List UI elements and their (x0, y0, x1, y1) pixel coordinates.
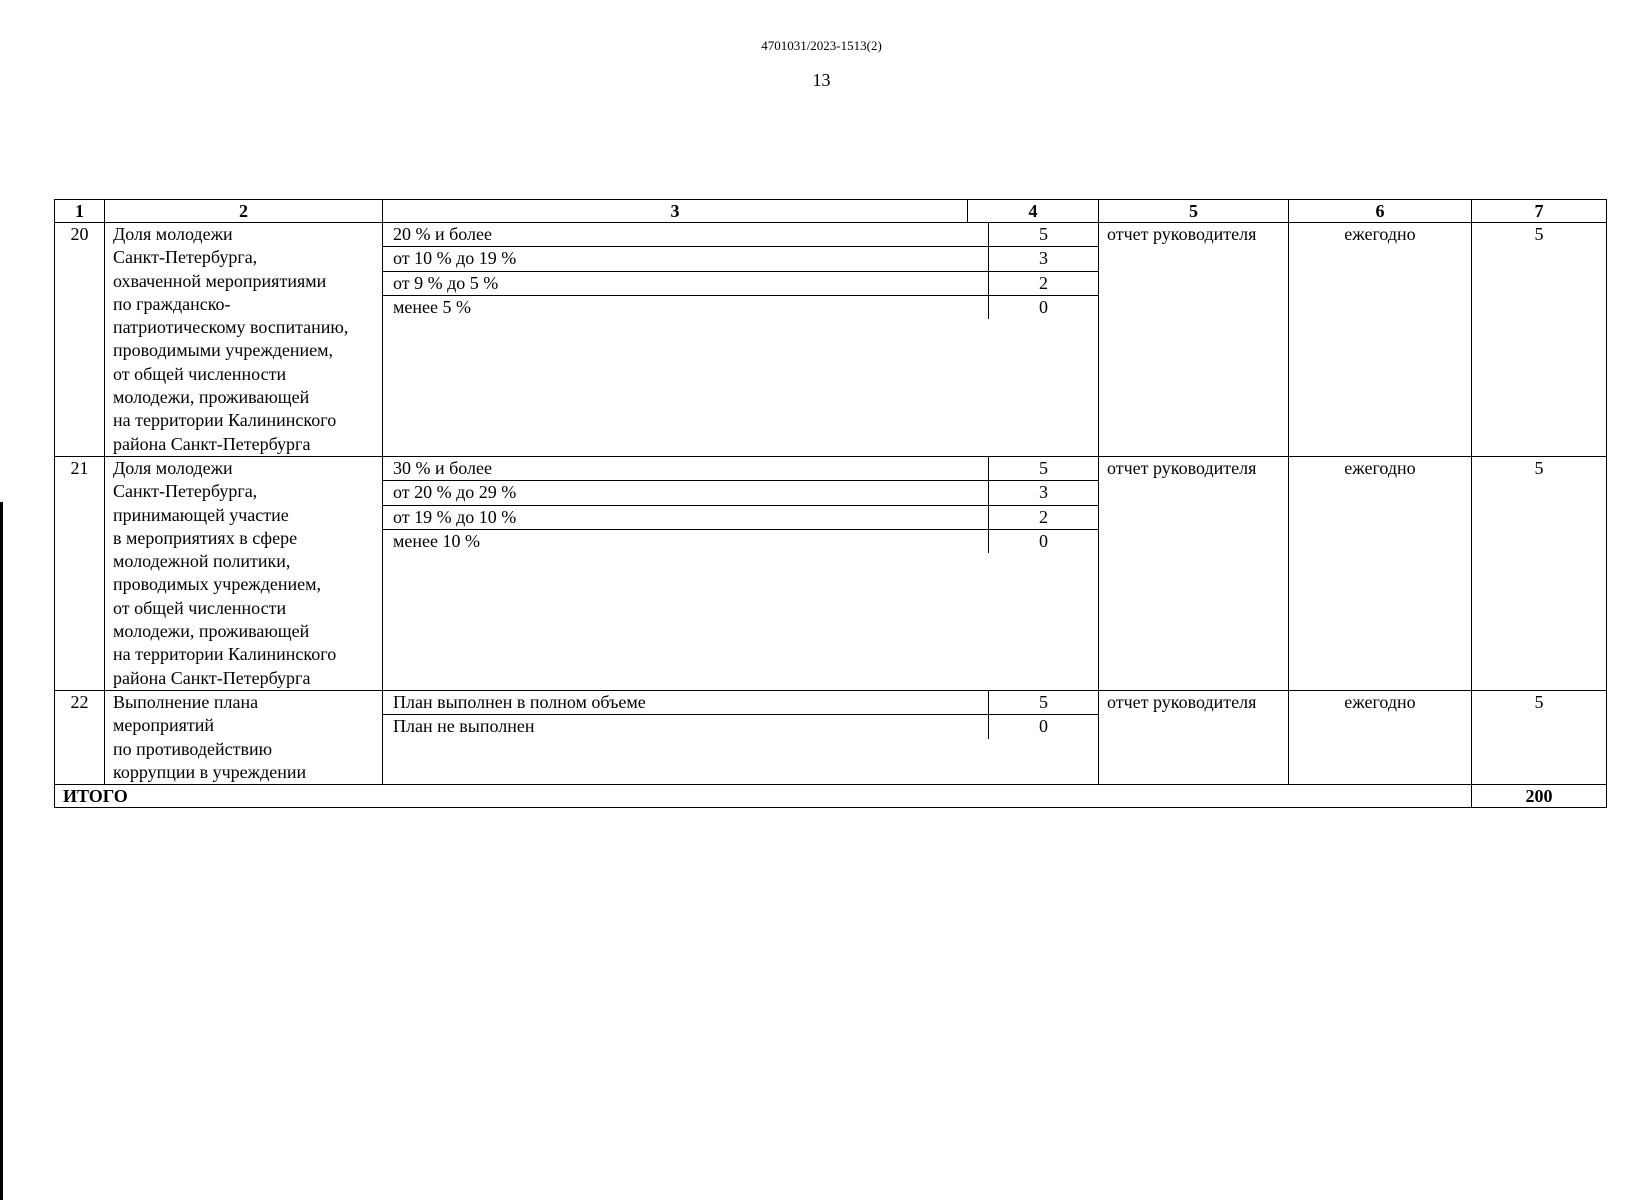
criterion-points: 5 (989, 691, 1099, 715)
indicator-line: в мероприятиях в сфере (113, 527, 298, 548)
criterion-label: менее 10 % (393, 530, 480, 551)
scan-edge-artifact (0, 502, 3, 1200)
indicator-line: молодежи, проживающей (113, 387, 310, 408)
document-id: 4701031/2023-1513(2) (761, 38, 882, 53)
criterion-label: от 9 % до 5 % (383, 271, 989, 295)
header-row (55, 200, 1607, 223)
source-cell: отчет руководителя (1099, 457, 1289, 691)
header-cell: 6 (1289, 200, 1472, 223)
source-cell: отчет руководителя (1099, 223, 1289, 457)
criteria-cell (383, 457, 1099, 691)
indicator-line: Доля молодежи (113, 458, 233, 478)
criterion-row (383, 295, 1098, 319)
indicator-line: на территории Калининского (113, 644, 337, 665)
max-score-cell: 5 (1472, 457, 1607, 691)
indicator-line: от общей численности (113, 597, 287, 618)
indicator-line: района Санкт-Петербурга (113, 433, 311, 454)
indicator-line: коррупции в учреждении (113, 761, 307, 782)
indicator-line: по противодействию (113, 738, 273, 759)
frequency-cell: ежегодно (1289, 223, 1472, 457)
criterion-points: 5 (989, 223, 1099, 247)
criterion-label: План не выполнен (393, 716, 535, 737)
indicator-line: Выполнение плана (113, 692, 259, 712)
header-cell: 4 (968, 200, 1099, 223)
row-number: 20 (55, 223, 105, 457)
criterion-row (383, 691, 1098, 715)
criterion-points: 3 (989, 481, 1099, 505)
criterion-points: 0 (989, 529, 1099, 553)
criterion-points: 2 (989, 505, 1099, 529)
max-score-cell: 5 (1472, 691, 1607, 785)
criterion-label: 30 % и более (383, 457, 989, 481)
criterion-label: План выполнен в полном объеме (383, 691, 989, 715)
criteria-subtable (383, 223, 1098, 319)
header-cell: 1 (55, 200, 105, 223)
criteria-subtable (383, 691, 1098, 739)
row-number: 21 (55, 457, 105, 691)
criterion-label: 20 % и более (383, 223, 989, 247)
header-cell: 2 (105, 200, 383, 223)
criterion-points: 3 (989, 247, 1099, 271)
indicator-line: Санкт-Петербурга, (113, 247, 258, 268)
criterion-row (383, 271, 1098, 295)
max-score-cell: 5 (1472, 223, 1607, 457)
indicator-line: патриотическому воспитанию, (113, 317, 349, 338)
criterion-row (383, 247, 1098, 271)
criterion-points: 0 (989, 295, 1099, 319)
indicator-cell (105, 223, 383, 457)
indicator-cell (105, 457, 383, 691)
indicator-line: молодежи, проживающей (113, 621, 310, 642)
frequency-cell: ежегодно (1289, 457, 1472, 691)
indicator-line: по гражданско- (113, 293, 231, 314)
header-cell: 5 (1099, 200, 1289, 223)
criterion-row (383, 529, 1098, 553)
page-number: 13 (812, 70, 831, 90)
criterion-points: 0 (989, 715, 1099, 739)
indicator-line: от общей численности (113, 363, 287, 384)
total-value: 200 (1472, 785, 1607, 808)
criteria-table (54, 199, 1607, 808)
criterion-row (383, 505, 1098, 529)
criterion-row (383, 223, 1098, 247)
total-label: ИТОГО (55, 785, 1472, 808)
criterion-row (383, 457, 1098, 481)
indicator-line: на территории Калининского (113, 410, 337, 431)
row-number: 22 (55, 691, 105, 785)
frequency-cell: ежегодно (1289, 691, 1472, 785)
indicator-line: Санкт-Петербурга, (113, 481, 258, 502)
indicator-line: молодежной политики, (113, 551, 291, 572)
header-cell: 3 (383, 200, 968, 223)
criterion-row (383, 715, 1098, 739)
criteria-cell (383, 691, 1099, 785)
criteria-cell (383, 223, 1099, 457)
criterion-label: от 19 % до 10 % (383, 505, 989, 529)
criterion-points: 5 (989, 457, 1099, 481)
header-cell: 7 (1472, 200, 1607, 223)
criterion-points: 2 (989, 271, 1099, 295)
table-row (55, 223, 1607, 457)
indicator-line: принимающей участие (113, 504, 289, 525)
indicator-line: охваченной мероприятиями (113, 270, 327, 291)
indicator-cell (105, 691, 383, 785)
indicator-line: Доля молодежи (113, 224, 233, 244)
indicator-line: района Санкт-Петербурга (113, 667, 311, 688)
criterion-label: менее 5 % (393, 296, 471, 317)
criterion-row (383, 481, 1098, 505)
table-row (55, 457, 1607, 691)
table-row (55, 691, 1607, 785)
source-cell: отчет руководителя (1099, 691, 1289, 785)
total-row (55, 785, 1607, 808)
indicator-line: проводимыми учреждением, (113, 340, 334, 361)
criteria-subtable (383, 457, 1098, 553)
criterion-label: от 20 % до 29 % (383, 481, 989, 505)
indicator-line: мероприятий (113, 715, 215, 736)
criterion-label: от 10 % до 19 % (383, 247, 989, 271)
indicator-line: проводимых учреждением, (113, 574, 322, 595)
